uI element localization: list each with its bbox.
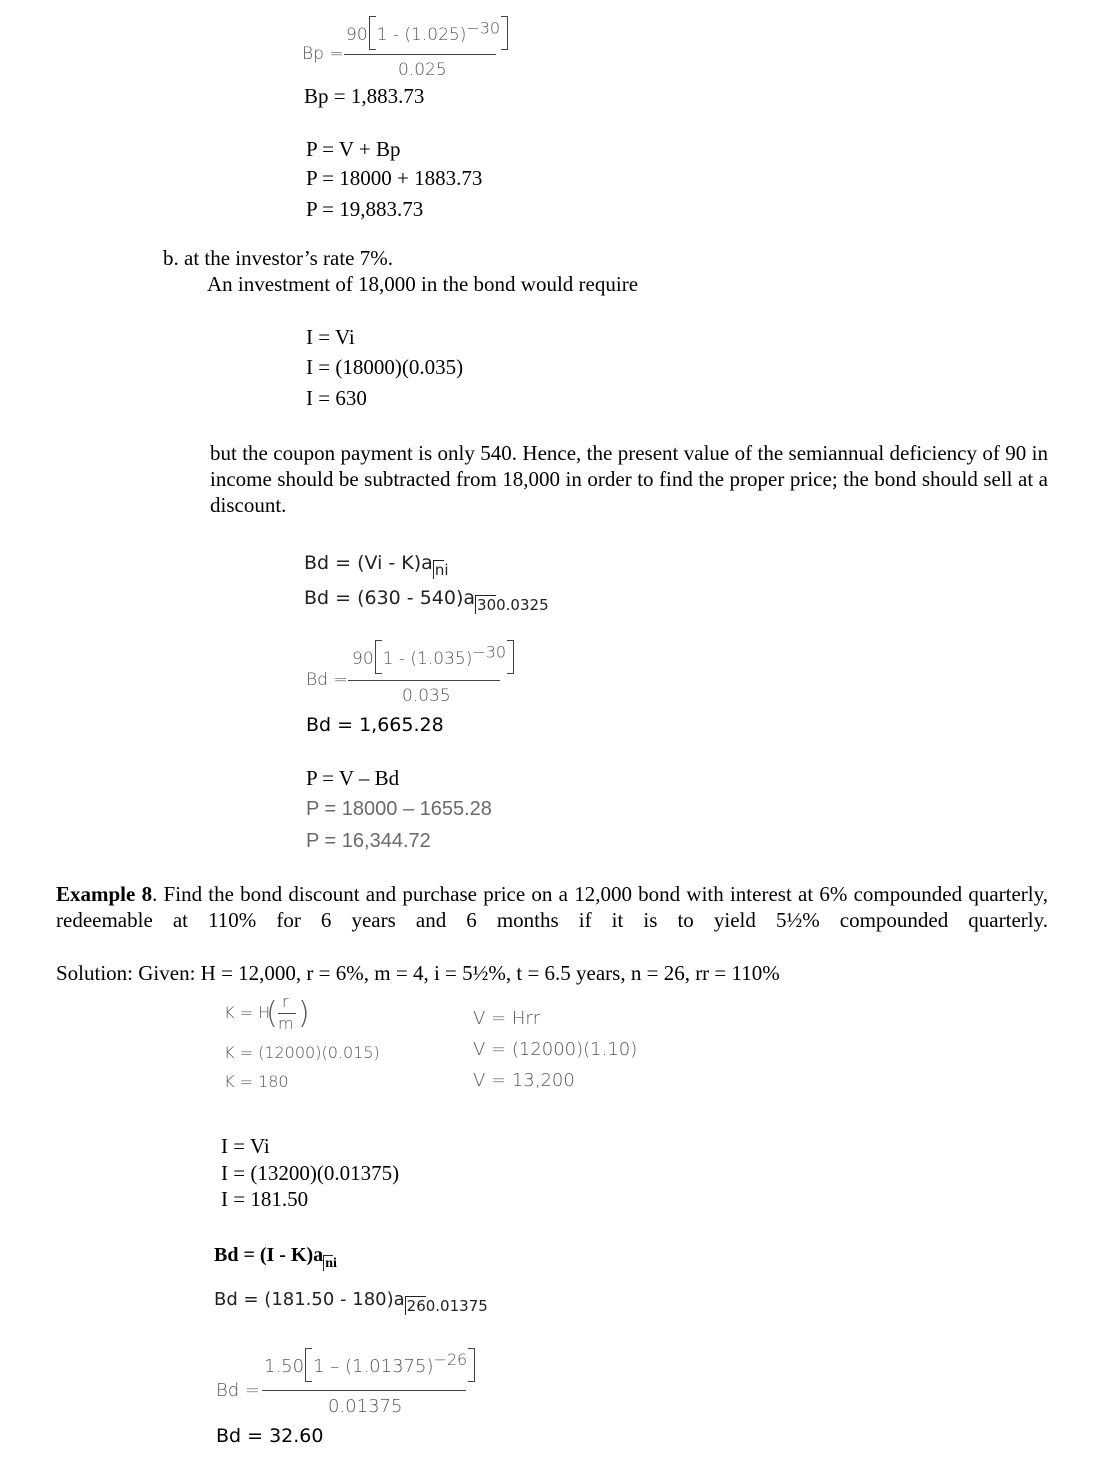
part-b-heading: b. at the investor’s rate 7%. <box>163 246 393 270</box>
p-line-1: P = V + Bp <box>306 137 401 161</box>
bd2-fraction-formula <box>216 1342 476 1418</box>
i2-line-1: I = Vi <box>221 1134 270 1158</box>
p-line-2: P = 18000 + 1883.73 <box>306 166 483 190</box>
bp-frac-denominator: 0.025 <box>398 60 447 80</box>
given-line: Solution: Given: H = 12,000, r = 6%, m = 4, i = 5½%, t = 6.5 years, n = 26, rr = 110% <box>56 961 780 985</box>
k-formula-1: K = H ( r m ) <box>224 992 310 1033</box>
k-formula-2: K = (12000)(0.015) <box>224 1043 380 1062</box>
p-line-3: P = 19,883.73 <box>306 197 424 221</box>
bp-fraction-formula <box>302 12 502 82</box>
bd-result: Bd = 1,665.28 <box>306 714 444 736</box>
bp-result: Bp = 1,883.73 <box>304 84 425 108</box>
p2-line-3: P = 16,344.72 <box>306 830 431 852</box>
bd2-frac-lhs: Bd = <box>216 1380 261 1401</box>
bd-fraction-formula <box>306 636 506 706</box>
i-line-2: I = (18000)(0.035) <box>306 355 464 379</box>
bd-frac-denominator: 0.035 <box>402 686 451 706</box>
bd-frac-numerator: 90 $1 - (1.035)^{-30}$ <box>352 640 515 674</box>
bd2-frac-denominator: 0.01375 <box>328 1396 403 1417</box>
coupon-paragraph: but the coupon payment is only 540. Hence, the present value of the semiannual deficiency of 90 in income should be subtracted from 18,000 in order to find the proper price; the bond should sell at a discount. <box>210 441 1048 517</box>
bd2-formula-1: Bd = (I - K)a $_{ni}$ <box>214 1244 337 1271</box>
bd-formula-2: Bd = (630 - 540)a $_{300.0325}$ <box>304 587 549 614</box>
bd2-result: Bd = 32.60 <box>216 1425 324 1447</box>
bp-frac-lhs: Bp = <box>302 44 344 64</box>
i2-line-3: I = 181.50 <box>221 1187 309 1211</box>
i-line-1: I = Vi <box>306 325 355 349</box>
example-8-paragraph: Example 8. Find the bond discount and purchase price on a 12,000 bond with interest at 6% compounded quarterly, redeemable at 110% for 6 years and 6 months if it is to yield 5½% compounded quarterly. <box>56 882 1048 932</box>
bd-frac-lhs: Bd = <box>306 670 348 690</box>
bd2-formula-2: Bd = (181.50 - 180)a $_{260.01375}$ <box>214 1289 488 1315</box>
example-8-label: Example 8 <box>56 882 153 906</box>
p2-line-2: P = 18000 – 1655.28 <box>306 798 492 820</box>
bd2-frac-numerator: 1.50 $1 - (1.01375)^{-26}$ <box>264 1348 476 1382</box>
v-formula-1: V = Hrr <box>473 1008 541 1029</box>
k-formula-3: K = 180 <box>224 1072 289 1091</box>
bd-formula-1: Bd = (Vi - K)a $_{ni}$ <box>304 552 449 579</box>
v-formula-2: V = (12000)(1.10) <box>473 1039 638 1060</box>
p2-line-1: P = V – Bd <box>306 766 400 790</box>
i2-line-2: I = (13200)(0.01375) <box>221 1161 400 1185</box>
investment-line: An investment of 18,000 in the bond would require <box>207 272 639 296</box>
bp-frac-numerator: 90 $1 - (1.025)^{-30}$ <box>346 16 509 50</box>
i-line-3: I = 630 <box>306 386 367 410</box>
v-formula-3: V = 13,200 <box>473 1070 575 1091</box>
